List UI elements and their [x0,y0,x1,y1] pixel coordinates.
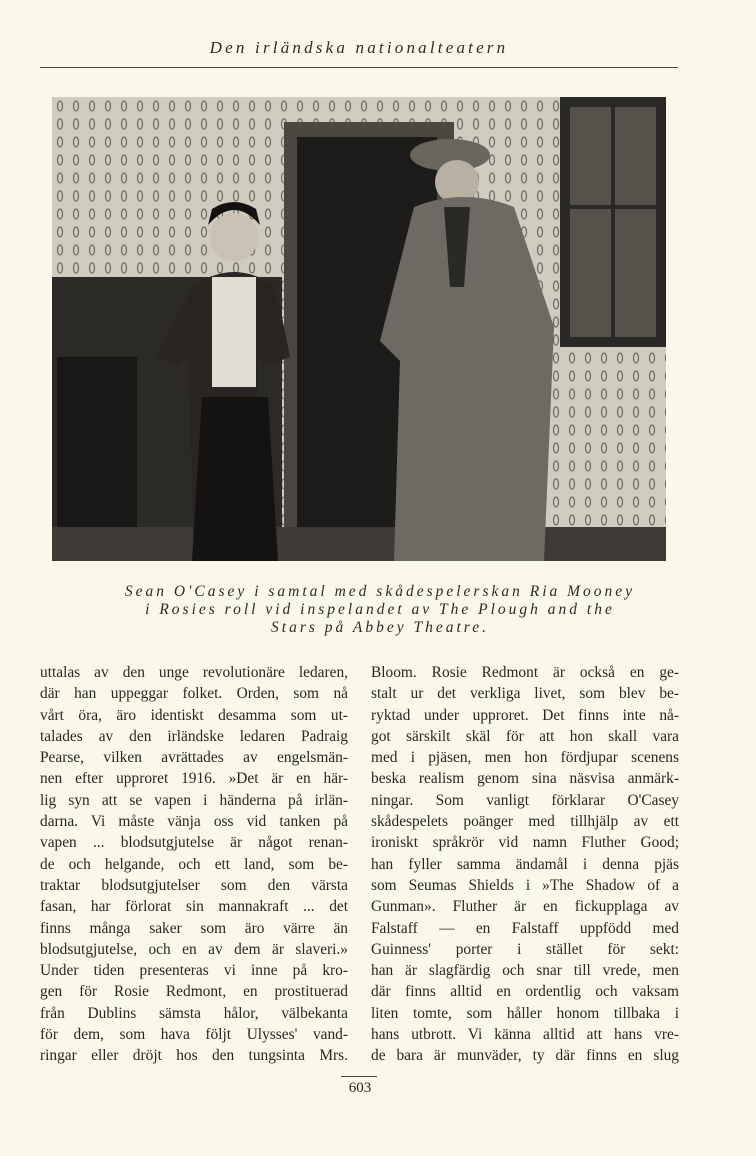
text-line: Guinness' porter i stället för sekt: [371,940,679,958]
caption-line: Stars på Abbey Theatre. [271,619,489,636]
photo-caption [40,583,720,637]
text-line: Under tiden presenteras vi inne på kro- [40,962,348,980]
text-line: de bara är munväder, ty där finns en slug [371,1047,679,1065]
text-line: för dem, som hava följt Ulysses' vand- [40,1026,348,1044]
text-line: ryktad under upproret. Det finns inte nå- [371,706,679,724]
text-line: som Seumas Shields i »The Shadow of a [371,876,679,894]
text-line: uttalas av den unge revolutionäre ledaren, [40,664,348,681]
text-line: blodsutgjutelse, och en av dem är slaveri.» [40,940,348,958]
text-line: Falstaff — en Falstaff uppfödd med [371,919,679,937]
right-column [371,662,679,1067]
text-line: skådespelets poänger med tillhjälp av ett [371,813,679,831]
text-line: från Dublins sämsta hålor, välbekanta [40,1004,348,1022]
text-line: där han uppeggar folket. Orden, som nå [40,685,348,703]
text-line: hans utbrott. Vi känna alltid att hans vre- [371,1026,679,1044]
text-line: fasan, har förlorat sin mannakraft ... det [40,898,348,916]
page-number-rule [341,1076,377,1077]
caption-line: i Rosies roll vid inspelandet av The Plough and the [145,601,615,618]
text-line: ironiskt språkrör vid namn Fluther Good; [371,834,679,852]
running-head: Den irländska nationalteatern [209,38,509,57]
text-line: beska realism genom sina näsvisa anmärk- [371,770,679,788]
text-line: vårt öra, äro identiskt desamma som ut- [40,706,348,724]
left-column [40,662,348,1067]
text-line: darna. Vi måste vänja oss vid tanken på [40,813,348,831]
caption-line: Sean O'Casey i samtal med skådespelerskan Ria Mooney [124,583,636,600]
text-line: liten tomte, som håller honom tillbaka i [371,1004,679,1022]
page-number: 603 [348,1080,372,1096]
text-line: traktar blodsutgjutelser som den värsta [40,876,348,894]
text-line: nen efter upproret 1916. »Det är en här- [40,770,348,788]
photo-illustration [52,97,666,561]
text-line: talades av den irländske ledaren Padraig [40,727,348,745]
header-rule [40,67,678,68]
text-line: där finns alltid en ordentlig och vaksam [371,983,679,1001]
text-line: han fyller samma ändamål i denna pjäs [371,855,679,873]
text-line: Pearse, vilken avrättades av engelsmän- [40,749,348,767]
text-line: got särskilt skäl för att hon skall vara [371,727,679,745]
text-line: finns många saker som äro värre än [40,919,348,937]
text-line: stalt ur det verkliga livet, som blev be- [371,685,679,703]
text-line: gen för Rosie Redmont, en prostituerad [40,983,348,1001]
text-line: ningar. Som vanligt förklarar O'Casey [371,791,679,809]
text-line: han är slagfärdig och snar till vrede, men [371,962,679,980]
text-line: ringar eller dröjt hos den tungsinta Mrs. [40,1047,348,1065]
text-line: med i pjäsen, men hon fördjupar scenens [371,749,679,767]
text-line: Gunman». Fluther är en fickupplaga av [371,898,679,916]
text-line: de och helgande, och ett land, som be- [40,855,348,873]
text-line: lig syn att se vapen i händerna på irlän- [40,791,348,809]
text-line: Bloom. Rosie Redmont är också en ge- [371,664,679,681]
photograph [52,97,666,561]
text-line: vapen ... blodsutgjutelse är något renan- [40,834,348,852]
